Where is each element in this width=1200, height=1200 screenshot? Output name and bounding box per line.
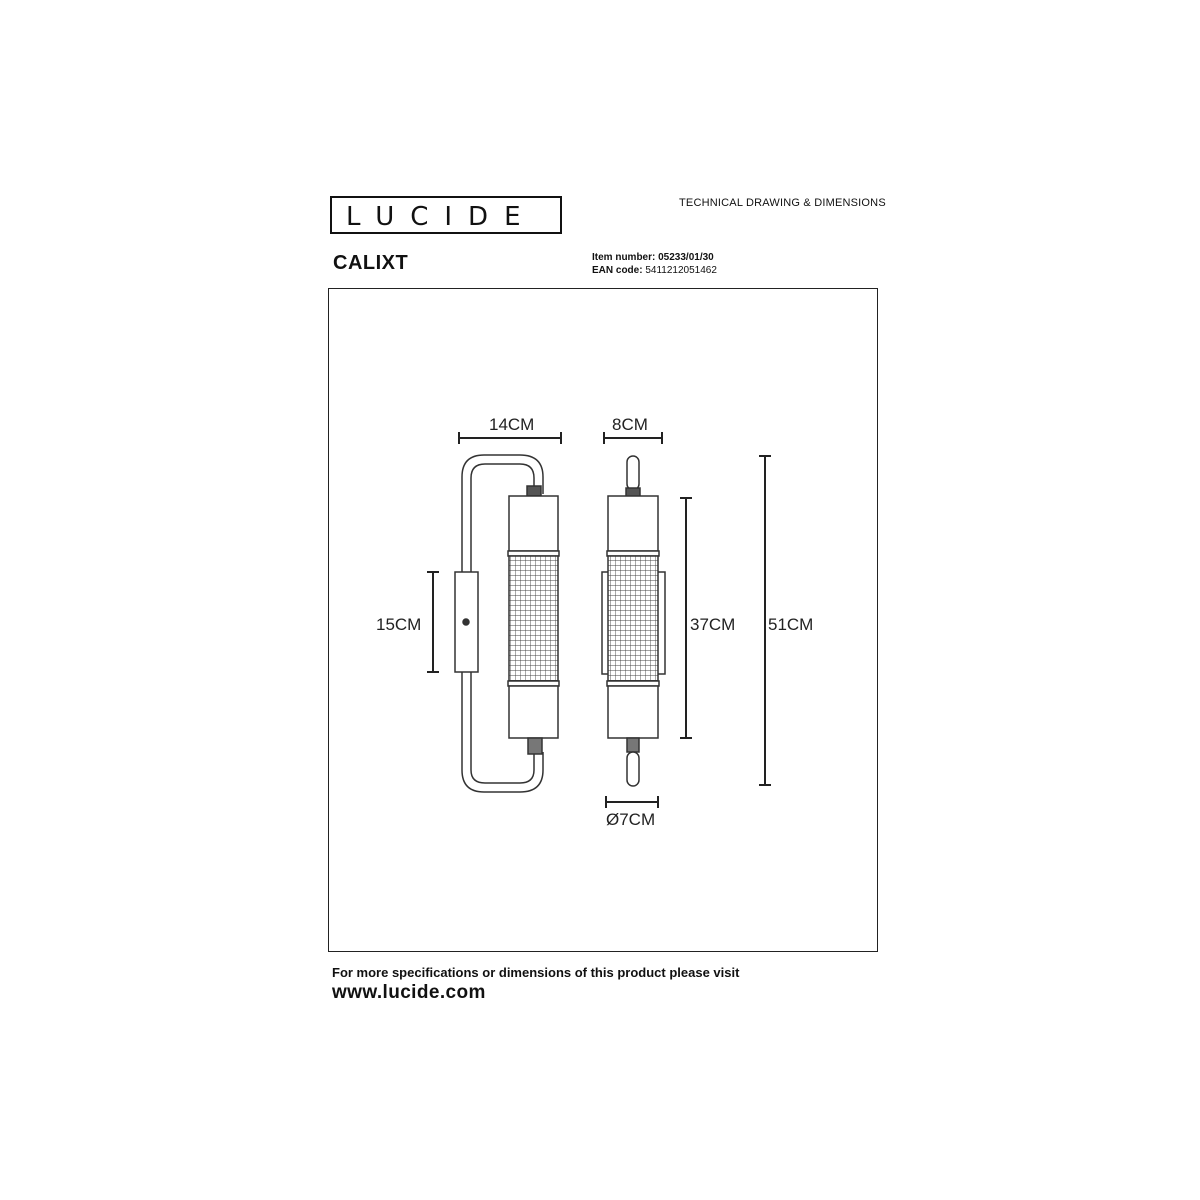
label-backplate-height: 15CM bbox=[376, 615, 422, 634]
side-view bbox=[455, 455, 559, 792]
side-mesh-shade bbox=[509, 556, 558, 681]
front-bottom-tube bbox=[627, 752, 639, 786]
front-view bbox=[602, 456, 665, 786]
label-diameter: Ø7CM bbox=[606, 810, 656, 829]
side-top-connector bbox=[527, 486, 541, 496]
ean-label: EAN code: bbox=[592, 265, 643, 276]
footer-website-link[interactable]: www.lucide.com bbox=[332, 982, 486, 1003]
label-front-width: 8CM bbox=[612, 415, 648, 434]
backplate-screw bbox=[463, 619, 469, 625]
front-top-tube bbox=[627, 456, 639, 490]
front-mesh-shade bbox=[608, 556, 658, 681]
dimension-labels bbox=[376, 415, 813, 829]
front-bottom-cap bbox=[608, 686, 658, 738]
label-shade-height: 37CM bbox=[690, 615, 736, 634]
item-number-value: 05233/01/30 bbox=[658, 252, 714, 263]
label-total-height: 51CM bbox=[768, 615, 814, 634]
footer-note: For more specifications or dimensions of this product please visit bbox=[332, 965, 740, 980]
side-bottom-connector bbox=[528, 738, 542, 754]
brand-logo-text: LUCIDE bbox=[346, 202, 537, 232]
side-top-cap bbox=[509, 496, 558, 551]
dim-diameter-line bbox=[606, 796, 658, 808]
front-bottom-connector bbox=[627, 738, 639, 752]
product-name: CALIXT bbox=[333, 252, 409, 274]
dim-backplate-line bbox=[427, 572, 439, 672]
ean-value: 5411212051462 bbox=[645, 265, 717, 276]
document-type: TECHNICAL DRAWING & DIMENSIONS bbox=[679, 197, 886, 209]
label-side-width: 14CM bbox=[489, 415, 535, 434]
side-bottom-cap bbox=[509, 686, 558, 738]
front-top-cap bbox=[608, 496, 658, 551]
item-number-label: Item number: bbox=[592, 252, 656, 263]
